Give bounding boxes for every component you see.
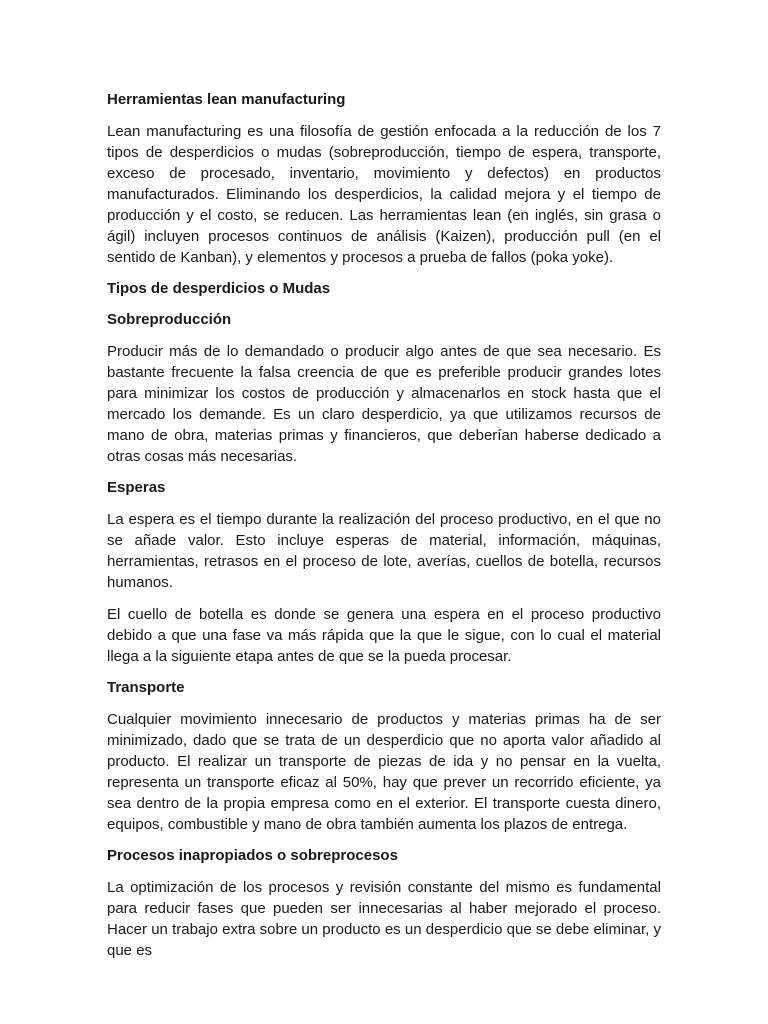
paragraph: El cuello de botella es donde se genera una espera en el proceso productivo debido a que una fase va más rápida que la que le sigue, con lo cual el material llega a la siguiente etapa antes de que se la pueda procesar.: [107, 606, 661, 665]
subsection-heading: Sobreproducción: [107, 311, 232, 328]
subsection-heading: Procesos inapropiados o sobreprocesos: [107, 847, 398, 864]
paragraph: La optimización de los procesos y revisión constante del mismo es fundamental para reducir fases que pueden ser innecesarias al haber mejorado el proceso. Hacer un trabajo extra sobre un producto es un desperdicio que se debe eliminar, y que es: [107, 879, 661, 959]
document-page: [107, 90, 661, 972]
section-heading: Herramientas lean manufacturing: [107, 91, 346, 108]
subsection-heading: Transporte: [107, 679, 185, 696]
paragraph: Cualquier movimiento innecesario de productos y materias primas ha de ser minimizado, dado que se trata de un desperdicio que no aporta valor añadido al producto. El realizar un transporte de piezas de ida y no pensar en la vuelta, representa un transporte eficaz al 50%, hay que prever un recorrido eficiente, ya sea dentro de la propia empresa como en el exterior. El transporte cuesta dinero, equipos, combustible y mano de obra también aumenta los plazos de entrega.: [107, 711, 661, 833]
paragraph: La espera es el tiempo durante la realización del proceso productivo, en el que no se añade valor. Esto incluye esperas de material, información, máquinas, herramientas, retrasos en el proceso de lote, averías, cuellos de botella, recursos humanos.: [107, 511, 661, 591]
subsection-heading: Esperas: [107, 479, 166, 496]
paragraph: Lean manufacturing es una filosofía de gestión enfocada a la reducción de los 7 tipos de desperdicios o mudas (sobreproducción, tiempo de espera, transporte, exceso de procesado, inventario, movimiento y defectos) en productos manufacturados. Eliminando los desperdicios, la calidad mejora y el tiempo de producción y el costo, se reducen. Las herramientas lean (en inglés, sin grasa o ágil) incluyen procesos continuos de análisis (Kaizen), producción pull (en el sentido de Kanban), y elementos y procesos a prueba de fallos (poka yoke).: [107, 123, 661, 266]
paragraph: Producir más de lo demandado o producir algo antes de que sea necesario. Es bastante frecuente la falsa creencia de que es preferible producir grandes lotes para minimizar los costos de producción y almacenarlos en stock hasta que el mercado los demande. Es un claro desperdicio, ya que utilizamos recursos de mano de obra, materias primas y financieros, que deberían haberse dedicado a otras cosas más necesarias.: [107, 343, 661, 465]
section-heading: Tipos de desperdicios o Mudas: [107, 280, 331, 297]
